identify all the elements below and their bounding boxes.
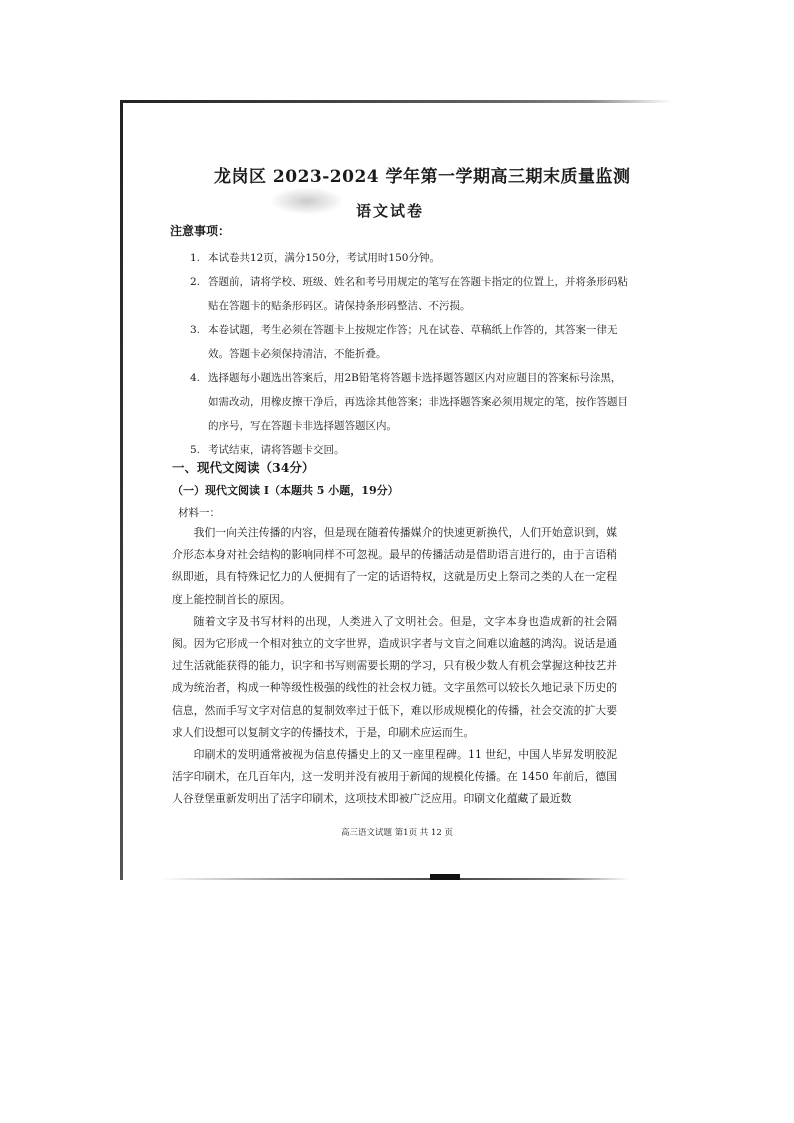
faded-stamp xyxy=(272,188,342,214)
notice-item-text: 本试卷共12页，满分150分，考试用时150分钟。 xyxy=(208,252,440,264)
notice-item-text: 选择题每小题选出答案后，用2B铅笔将答题卡选择题答题区内对应题目的答案标号涂黑，如需改动，用橡皮擦干净后，再选涂其他答案；非选择题答案必须用规定的笔，按作答题目的序号，写在答题卡非选择题答题区内。 xyxy=(208,372,628,432)
notice-item-number: 1. xyxy=(190,252,201,264)
scan-edge-left xyxy=(120,100,123,880)
notice-item xyxy=(190,246,630,270)
notice-item-text: 本卷试题，考生必须在答题卡上按规定作答；凡在试卷、草稿纸上作答的，其答案一律无效。答题卡必须保持清洁，不能折叠。 xyxy=(208,324,618,360)
passage-paragraph: 随着文字及书写材料的出现，人类进入了文明社会。但是，文字本身也造成新的社会隔阂。因为它形成一个相对独立的文字世界，造成识字者与文盲之间难以逾越的鸿沟。说话是通过生活就能获得的能力，识字和书写则需要长期的学习，只有极少数人有机会掌握这种技艺并成为统治者，构成一种等级性极强的线性的社会权力链。文字虽然可以较长久地记录下历史的信息，然而手写文字对信息的复制效率过于低下，难以形成规模化的传播，社会交流的扩大要求人们设想可以复制文字的传播技术，于是，印刷术应运而生。 xyxy=(172,614,617,739)
document-subtitle: 语文试卷 xyxy=(356,202,425,220)
reading-passage xyxy=(172,522,617,811)
passage-paragraph: 印刷术的发明通常被视为信息传播史上的又一座里程碑。11 世纪，中国人毕昇发明胶泥活字印刷术，在几百年内，这一发明并没有被用于新闻的规模化传播。在 1450 年前后，德国人谷登堡重新发明出了活字印刷术，这项技术即被广泛应用。印刷文化蕴藏了最近数 xyxy=(172,748,617,806)
notice-heading: 注意事项： xyxy=(170,224,231,238)
section-heading: 一、现代文阅读（34分） xyxy=(172,460,315,475)
notice-list xyxy=(190,246,630,462)
notice-item xyxy=(190,270,630,318)
notice-item-number: 3. xyxy=(190,324,201,336)
notice-item-text: 考试结束，请将答题卡交回。 xyxy=(208,444,345,456)
notice-item-number: 4. xyxy=(190,372,201,384)
page-footer: 高三语文试题 第1页 共 12 页 xyxy=(340,828,454,838)
scan-edge-bottom xyxy=(160,878,630,880)
notice-item xyxy=(190,366,630,438)
notice-item-number: 2. xyxy=(190,276,201,288)
notice-item xyxy=(190,318,630,366)
scan-edge-top xyxy=(120,100,672,103)
notice-item-text: 答题前，请将学校、班级、姓名和考号用规定的笔写在答题卡指定的位置上，并将条形码粘贴在答题卡的贴条形码区。请保持条形码整洁、不污损。 xyxy=(208,276,628,312)
scan-edge-mark xyxy=(430,874,460,880)
material-label: 材料一： xyxy=(178,507,220,519)
notice-item-number: 5. xyxy=(190,444,201,456)
passage-paragraph: 我们一向关注传播的内容，但是现在随着传播媒介的快速更新换代，人们开始意识到，媒介形态本身对社会结构的影响同样不可忽视。最早的传播活动是借助语言进行的，由于言语稍纵即逝，具有特殊记忆力的人便拥有了一定的话语特权，这就是历史上祭司之类的人在一定程度上能控制首长的原因。 xyxy=(172,526,617,606)
subsection-heading: （一）现代文阅读 I（本题共 5 小题，19分） xyxy=(172,484,399,497)
document-title: 龙岗区 2023-2024 学年第一学期高三期末质量监测 xyxy=(214,167,631,187)
